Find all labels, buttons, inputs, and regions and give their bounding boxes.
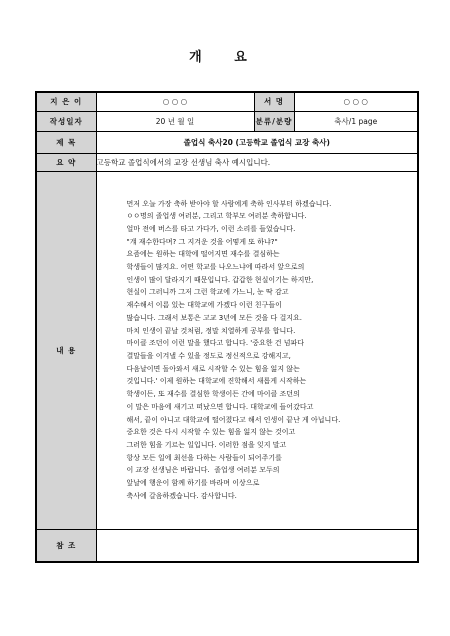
content-line: 현실이 그러니까 그저 그런 학교에 가느니, 눈 딱 감고 bbox=[126, 288, 289, 297]
author-row bbox=[36, 92, 418, 111]
date-value: 20 년 월 일 bbox=[96, 111, 254, 131]
content-line: 학생들이 많지요. 어떤 학교를 나오느냐에 따라서 앞으로의 bbox=[126, 263, 305, 272]
signature-value: ○ ○ ○ bbox=[294, 92, 418, 111]
content-line: 그러한 힘을 기르는 일입니다. 이러한 점을 잊지 말고 bbox=[126, 440, 287, 449]
content-body bbox=[97, 198, 418, 503]
content-line: 다음날이면 돌아와서 새로 시작할 수 있는 힘을 잃지 않는 bbox=[126, 364, 300, 373]
document-title: 개 요 bbox=[189, 50, 261, 65]
subject-value: 졸업식 축사20 (고등학교 졸업식 교장 축사) bbox=[96, 131, 418, 153]
subject-label: 제 목 bbox=[36, 131, 96, 153]
reference-row bbox=[36, 529, 418, 562]
date-label: 작성일자 bbox=[36, 111, 96, 131]
content-cell bbox=[96, 171, 418, 529]
content-line: 얼마 전에 버스를 타고 가다가, 이런 소리를 들었습니다. bbox=[126, 224, 296, 233]
content-line: 것입니다.' 이제 원하는 대학교에 진학해서 새롭게 시작하는 bbox=[126, 377, 307, 386]
content-line: 결말들을 이겨낼 수 있을 정도로 정신적으로 강해지고, bbox=[126, 352, 291, 360]
content-line: 이 교장 선생님은 바랍니다. 졸업생 여러분 모두의 bbox=[126, 466, 280, 475]
content-line: 항상 모든 일에 최선을 다하는 사람들이 되어주기를 bbox=[126, 453, 282, 462]
date-row bbox=[36, 111, 418, 131]
category-value: 축사/1 page bbox=[294, 111, 418, 131]
content-line: ㅇㅇ명의 졸업생 여러분, 그리고 학부모 여러분 축하합니다. bbox=[126, 212, 307, 221]
content-line: 앞날에 행운이 함께 하기를 바라며 이상으로 bbox=[126, 479, 260, 488]
content-line: 재수해서 이름 있는 대학교에 가겠다 이런 친구들이 bbox=[126, 301, 282, 310]
content-row bbox=[36, 171, 418, 529]
reference-value bbox=[96, 529, 418, 562]
content-line: 많습니다. 그래서 보통은 고교 3년에 모든 것을 다 걸지요. bbox=[126, 313, 302, 322]
content-line: 해서, 끝이 아니고 대학교에 떨어졌다고 해서 인생이 끝난 게 아닙니다. bbox=[126, 415, 341, 424]
content-line: 마이클 조던이 이런 말을 했다고 합니다. '중요한 건 넘파다 bbox=[126, 339, 304, 348]
info-form-table bbox=[35, 91, 419, 563]
content-line: 인생이 많이 달라지기 때문입니다. 갑갑한 현실이기는 하지만, bbox=[126, 275, 314, 284]
content-line: 요즘에는 원하는 대학에 떨어지면 재수를 결심하는 bbox=[126, 250, 280, 259]
content-line: 학생이든, 또 재수를 결심한 학생이든 간에 마이클 조던의 bbox=[126, 390, 300, 399]
content-label: 내 용 bbox=[36, 171, 96, 529]
content-line: 이 말은 마음에 새기고 떠났으면 합니다. 대학교에 들어갔다고 bbox=[126, 402, 314, 411]
content-line: 중요한 것은 다시 시작할 수 있는 힘을 잃지 않는 것이고 bbox=[126, 428, 296, 437]
reference-label: 참 조 bbox=[36, 529, 96, 562]
summary-label: 요 약 bbox=[36, 153, 96, 171]
signature-label: 서 명 bbox=[254, 92, 294, 111]
author-label: 지 은 이 bbox=[36, 92, 96, 111]
summary-row bbox=[36, 153, 418, 171]
author-value: ○ ○ ○ bbox=[96, 92, 254, 111]
content-line: 마치 인생이 끝날 것처럼, 정말 치열하게 공부를 합니다. bbox=[126, 326, 296, 335]
category-label: 분류/분량 bbox=[254, 111, 294, 131]
content-line: "걔 재수한다며? 그 지겨운 것을 어떻게 또 하냐?" bbox=[126, 237, 278, 246]
content-line: 먼저 오늘 가장 축하 받아야 할 사람에게 축하 인사부터 하겠습니다. bbox=[126, 199, 332, 208]
subject-row bbox=[36, 131, 418, 153]
summary-value: 고등학교 졸업식에서의 교장 선생님 축사 예시입니다. bbox=[96, 153, 418, 171]
content-line: 축사에 갈음하겠습니다. 감사합니다. bbox=[126, 491, 237, 500]
